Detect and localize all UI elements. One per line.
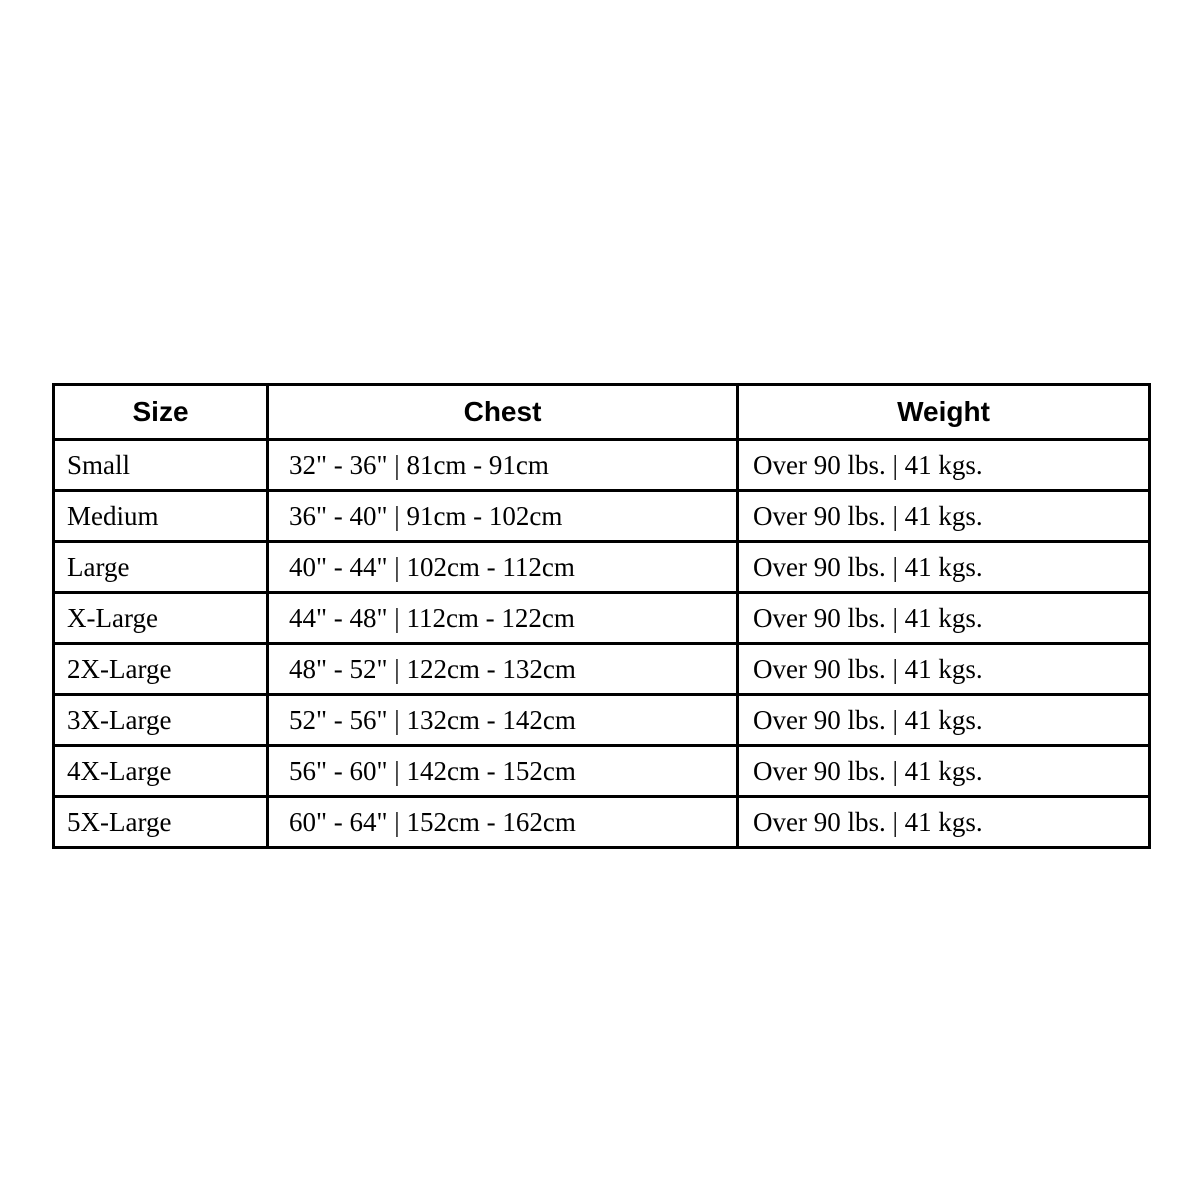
cell-size: Large <box>54 542 268 593</box>
table-row <box>54 695 1150 746</box>
cell-size: X-Large <box>54 593 268 644</box>
cell-chest: 56" - 60" | 142cm - 152cm <box>268 746 738 797</box>
cell-weight: Over 90 lbs. | 41 kgs. <box>738 542 1150 593</box>
cell-weight: Over 90 lbs. | 41 kgs. <box>738 491 1150 542</box>
cell-size: 2X-Large <box>54 644 268 695</box>
table-row <box>54 440 1150 491</box>
cell-size: Small <box>54 440 268 491</box>
table-row <box>54 491 1150 542</box>
table-row <box>54 542 1150 593</box>
header-row <box>54 385 1150 440</box>
table-row <box>54 797 1150 848</box>
table-row <box>54 593 1150 644</box>
cell-chest: 52" - 56" | 132cm - 142cm <box>268 695 738 746</box>
cell-chest: 32" - 36" | 81cm - 91cm <box>268 440 738 491</box>
cell-size: Medium <box>54 491 268 542</box>
cell-size: 5X-Large <box>54 797 268 848</box>
cell-chest: 36" - 40" | 91cm - 102cm <box>268 491 738 542</box>
table-row <box>54 746 1150 797</box>
cell-chest: 48" - 52" | 122cm - 132cm <box>268 644 738 695</box>
cell-size: 4X-Large <box>54 746 268 797</box>
column-header-weight: Weight <box>738 385 1150 440</box>
cell-weight: Over 90 lbs. | 41 kgs. <box>738 593 1150 644</box>
cell-chest: 60" - 64" | 152cm - 162cm <box>268 797 738 848</box>
cell-weight: Over 90 lbs. | 41 kgs. <box>738 695 1150 746</box>
column-header-size: Size <box>54 385 268 440</box>
table-row <box>54 644 1150 695</box>
size-chart-container <box>52 383 1148 849</box>
cell-weight: Over 90 lbs. | 41 kgs. <box>738 797 1150 848</box>
table-body <box>54 440 1150 848</box>
cell-chest: 40" - 44" | 102cm - 112cm <box>268 542 738 593</box>
cell-weight: Over 90 lbs. | 41 kgs. <box>738 440 1150 491</box>
cell-size: 3X-Large <box>54 695 268 746</box>
column-header-chest: Chest <box>268 385 738 440</box>
table-header <box>54 385 1150 440</box>
cell-weight: Over 90 lbs. | 41 kgs. <box>738 644 1150 695</box>
cell-chest: 44" - 48" | 112cm - 122cm <box>268 593 738 644</box>
size-chart-table <box>52 383 1151 849</box>
cell-weight: Over 90 lbs. | 41 kgs. <box>738 746 1150 797</box>
